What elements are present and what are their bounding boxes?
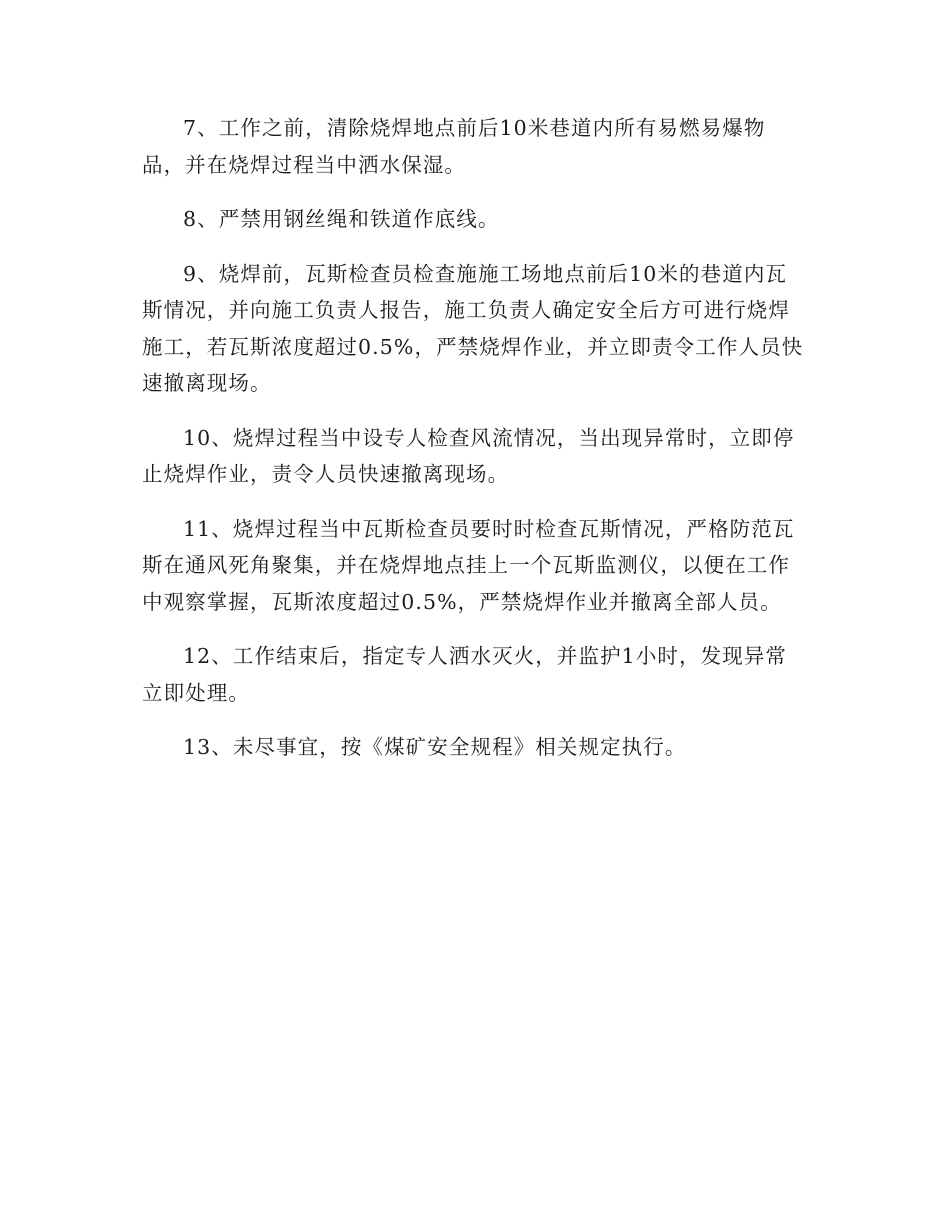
paragraph-line: 施工，若瓦斯浓度超过0.5%，严禁烧焊作业，并立即责令工作人员快 xyxy=(142,334,804,359)
paragraph-line: 11、烧焊过程当中瓦斯检查员要时时检查瓦斯情况，严格防范瓦 xyxy=(183,516,795,541)
paragraph-line: 10、烧焊过程当中设专人检查风流情况，当出现异常时，立即停 xyxy=(183,425,795,450)
paragraph-line: 7、工作之前，清除烧焊地点前后10米巷道内所有易燃易爆物 xyxy=(183,116,766,140)
paragraph-line: 8、严禁用钢丝绳和铁道作底线。 xyxy=(183,207,500,231)
paragraph-line: 9、烧焊前，瓦斯检查员检查施施工场地点前后10米的巷道内瓦 xyxy=(183,261,788,286)
paragraph-line: 品，并在烧焊过程当中洒水保湿。 xyxy=(142,152,466,177)
paragraph-line: 中观察掌握，瓦斯浓度超过0.5%，严禁烧焊作业并撤离全部人员。 xyxy=(142,589,782,614)
document-body xyxy=(142,110,810,784)
paragraph-10 xyxy=(142,420,810,493)
paragraph-12 xyxy=(142,638,810,711)
paragraph-11 xyxy=(142,511,810,621)
paragraph-line: 13、未尽事宜，按《煤矿安全规程》相关规定执行。 xyxy=(183,735,687,759)
paragraph-9 xyxy=(142,256,810,402)
paragraph-line: 斯情况，并向施工负责人报告，施工负责人确定安全后方可进行烧焊 xyxy=(142,298,790,322)
paragraph-line: 止烧焊作业，责令人员快速撤离现场。 xyxy=(142,462,510,486)
paragraph-13 xyxy=(142,729,810,766)
paragraph-7 xyxy=(142,110,810,183)
paragraph-line: 速撤离现场。 xyxy=(142,371,272,395)
paragraph-8 xyxy=(142,201,810,238)
paragraph-line: 立即处理。 xyxy=(142,680,250,705)
paragraph-line: 斯在通风死角聚集，并在烧焊地点挂上一个瓦斯监测仪，以便在工作 xyxy=(142,553,790,577)
paragraph-line: 12、工作结束后，指定专人洒水灭火，并监护1小时，发现异常 xyxy=(183,644,788,668)
